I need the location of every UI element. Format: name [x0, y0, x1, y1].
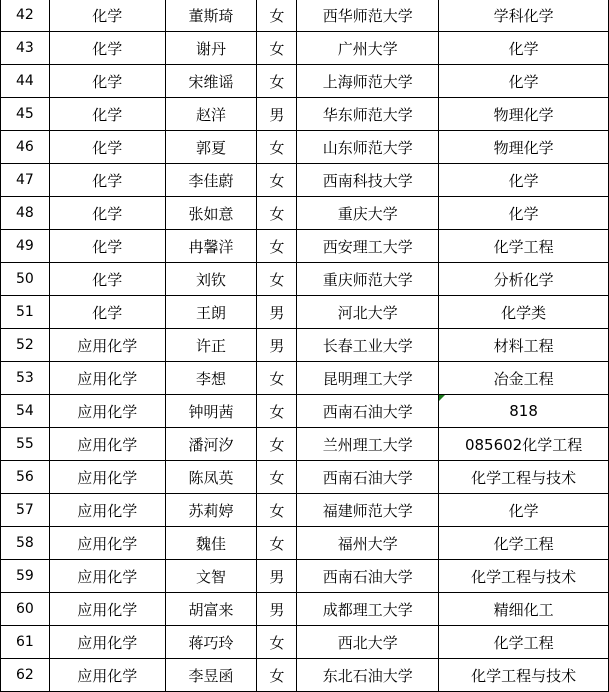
table-row	[1, 494, 609, 527]
cell-school[interactable]: 西南科技大学	[297, 164, 439, 197]
table-body	[1, 0, 609, 692]
table-row	[1, 0, 609, 32]
cell-school[interactable]: 长春工业大学	[297, 329, 439, 362]
cell-gender[interactable]: 女	[257, 626, 297, 659]
table-row	[1, 98, 609, 131]
cell-school[interactable]: 西华师范大学	[297, 0, 439, 32]
cell-gender[interactable]: 女	[257, 527, 297, 560]
cell-major[interactable]: 应用化学	[49, 659, 165, 692]
cell-target[interactable]: 材料工程	[439, 329, 609, 362]
table-row	[1, 197, 609, 230]
cell-name[interactable]: 潘河汐	[165, 428, 257, 461]
cell-major[interactable]: 化学	[49, 98, 165, 131]
cell-target[interactable]: 化学	[439, 32, 609, 65]
cell-no[interactable]: 56	[1, 461, 50, 494]
cell-no[interactable]: 49	[1, 230, 50, 263]
cell-major[interactable]: 应用化学	[49, 626, 165, 659]
cell-name[interactable]: 刘钦	[165, 263, 257, 296]
table-row	[1, 461, 609, 494]
cell-gender[interactable]: 男	[257, 296, 297, 329]
cell-gender[interactable]: 女	[257, 494, 297, 527]
cell-gender[interactable]: 男	[257, 560, 297, 593]
cell-school[interactable]: 西北大学	[297, 626, 439, 659]
cell-no[interactable]: 58	[1, 527, 50, 560]
cell-major[interactable]: 应用化学	[49, 527, 165, 560]
table-row	[1, 32, 609, 65]
cell-no[interactable]: 45	[1, 98, 50, 131]
cell-target[interactable]: 冶金工程	[439, 362, 609, 395]
cell-no[interactable]: 54	[1, 395, 50, 428]
table-row	[1, 329, 609, 362]
cell-gender[interactable]: 女	[257, 131, 297, 164]
cell-name[interactable]: 张如意	[165, 197, 257, 230]
cell-gender[interactable]: 男	[257, 98, 297, 131]
cell-no[interactable]: 42	[1, 0, 50, 32]
cell-school[interactable]: 华东师范大学	[297, 98, 439, 131]
cell-gender[interactable]: 女	[257, 0, 297, 32]
cell-target[interactable]: 818	[439, 395, 609, 428]
cell-gender[interactable]: 女	[257, 263, 297, 296]
table-row	[1, 626, 609, 659]
cell-school[interactable]: 西南石油大学	[297, 560, 439, 593]
cell-name[interactable]: 赵洋	[165, 98, 257, 131]
cell-name[interactable]: 冉馨洋	[165, 230, 257, 263]
cell-gender[interactable]: 女	[257, 428, 297, 461]
cell-major[interactable]: 应用化学	[49, 428, 165, 461]
cell-gender[interactable]: 女	[257, 65, 297, 98]
cell-target[interactable]: 化学	[439, 197, 609, 230]
cell-major[interactable]: 化学	[49, 131, 165, 164]
cell-major[interactable]: 应用化学	[49, 395, 165, 428]
cell-target[interactable]: 物理化学	[439, 98, 609, 131]
cell-major[interactable]: 应用化学	[49, 329, 165, 362]
cell-target[interactable]: 化学工程	[439, 230, 609, 263]
cell-target[interactable]: 化学工程与技术	[439, 560, 609, 593]
cell-no[interactable]: 50	[1, 263, 50, 296]
cell-major[interactable]: 应用化学	[49, 461, 165, 494]
table-row	[1, 164, 609, 197]
table-row	[1, 65, 609, 98]
table-row	[1, 659, 609, 692]
cell-target[interactable]: 化学	[439, 164, 609, 197]
cell-gender[interactable]: 女	[257, 230, 297, 263]
cell-marker-icon	[439, 395, 445, 401]
cell-gender[interactable]: 男	[257, 593, 297, 626]
cell-school[interactable]: 昆明理工大学	[297, 362, 439, 395]
cell-name[interactable]: 李佳蔚	[165, 164, 257, 197]
cell-school[interactable]: 西安理工大学	[297, 230, 439, 263]
table-row	[1, 296, 609, 329]
cell-school[interactable]: 山东师范大学	[297, 131, 439, 164]
cell-target[interactable]: 化学	[439, 494, 609, 527]
cell-target[interactable]: 化学	[439, 65, 609, 98]
cell-school[interactable]: 成都理工大学	[297, 593, 439, 626]
cell-name[interactable]: 胡富来	[165, 593, 257, 626]
cell-target[interactable]: 化学工程	[439, 626, 609, 659]
cell-school[interactable]: 河北大学	[297, 296, 439, 329]
cell-name[interactable]: 蒋巧玲	[165, 626, 257, 659]
table-row	[1, 230, 609, 263]
cell-target[interactable]: 分析化学	[439, 263, 609, 296]
table-row	[1, 395, 609, 428]
cell-gender[interactable]: 男	[257, 329, 297, 362]
cell-gender[interactable]: 女	[257, 461, 297, 494]
cell-no[interactable]: 52	[1, 329, 50, 362]
cell-name[interactable]: 钟明茜	[165, 395, 257, 428]
table-row	[1, 428, 609, 461]
cell-no[interactable]: 51	[1, 296, 50, 329]
cell-major[interactable]: 化学	[49, 0, 165, 32]
cell-school[interactable]: 东北石油大学	[297, 659, 439, 692]
cell-school[interactable]: 西南石油大学	[297, 395, 439, 428]
table-row	[1, 263, 609, 296]
cell-name[interactable]: 谢丹	[165, 32, 257, 65]
cell-name[interactable]: 魏佳	[165, 527, 257, 560]
cell-target[interactable]: 化学工程与技术	[439, 461, 609, 494]
cell-no[interactable]: 61	[1, 626, 50, 659]
cell-gender[interactable]: 女	[257, 32, 297, 65]
cell-no[interactable]: 44	[1, 65, 50, 98]
cell-no[interactable]: 43	[1, 32, 50, 65]
cell-school[interactable]: 福州大学	[297, 527, 439, 560]
cell-name[interactable]: 李想	[165, 362, 257, 395]
cell-no[interactable]: 48	[1, 197, 50, 230]
cell-name[interactable]: 郭夏	[165, 131, 257, 164]
table-row	[1, 560, 609, 593]
table-row	[1, 362, 609, 395]
cell-target[interactable]: 精细化工	[439, 593, 609, 626]
table-row	[1, 131, 609, 164]
cell-school[interactable]: 重庆师范大学	[297, 263, 439, 296]
cell-name[interactable]: 苏莉婷	[165, 494, 257, 527]
cell-major[interactable]: 化学	[49, 296, 165, 329]
cell-school[interactable]: 兰州理工大学	[297, 428, 439, 461]
cell-target[interactable]: 物理化学	[439, 131, 609, 164]
cell-name[interactable]: 陈凤英	[165, 461, 257, 494]
cell-major[interactable]: 应用化学	[49, 593, 165, 626]
cell-name[interactable]: 许正	[165, 329, 257, 362]
cell-gender[interactable]: 女	[257, 197, 297, 230]
cell-no[interactable]: 57	[1, 494, 50, 527]
cell-school[interactable]: 西南石油大学	[297, 461, 439, 494]
cell-major[interactable]: 化学	[49, 197, 165, 230]
cell-target[interactable]: 化学工程	[439, 527, 609, 560]
cell-gender[interactable]: 女	[257, 395, 297, 428]
cell-school[interactable]: 福建师范大学	[297, 494, 439, 527]
cell-major[interactable]: 应用化学	[49, 560, 165, 593]
cell-school[interactable]: 上海师范大学	[297, 65, 439, 98]
cell-major[interactable]: 化学	[49, 32, 165, 65]
cell-major[interactable]: 应用化学	[49, 362, 165, 395]
cell-no[interactable]: 53	[1, 362, 50, 395]
cell-target[interactable]: 学科化学	[439, 0, 609, 32]
cell-major[interactable]: 化学	[49, 164, 165, 197]
cell-name[interactable]: 李昱函	[165, 659, 257, 692]
cell-gender[interactable]: 女	[257, 362, 297, 395]
cell-major[interactable]: 化学	[49, 230, 165, 263]
cell-no[interactable]: 62	[1, 659, 50, 692]
cell-school[interactable]: 广州大学	[297, 32, 439, 65]
cell-target[interactable]: 085602化学工程	[439, 428, 609, 461]
cell-target[interactable]: 化学工程与技术	[439, 659, 609, 692]
cell-no[interactable]: 59	[1, 560, 50, 593]
cell-name[interactable]: 董斯琦	[165, 0, 257, 32]
cell-major[interactable]: 化学	[49, 65, 165, 98]
cell-name[interactable]: 文智	[165, 560, 257, 593]
cell-gender[interactable]: 女	[257, 164, 297, 197]
cell-no[interactable]: 46	[1, 131, 50, 164]
cell-gender[interactable]: 女	[257, 659, 297, 692]
cell-target[interactable]: 化学类	[439, 296, 609, 329]
cell-name[interactable]: 王朗	[165, 296, 257, 329]
cell-school[interactable]: 重庆大学	[297, 197, 439, 230]
cell-no[interactable]: 47	[1, 164, 50, 197]
cell-major[interactable]: 化学	[49, 263, 165, 296]
cell-no[interactable]: 60	[1, 593, 50, 626]
table-row	[1, 527, 609, 560]
table-row	[1, 593, 609, 626]
cell-no[interactable]: 55	[1, 428, 50, 461]
cell-major[interactable]: 应用化学	[49, 494, 165, 527]
cell-name[interactable]: 宋维谣	[165, 65, 257, 98]
